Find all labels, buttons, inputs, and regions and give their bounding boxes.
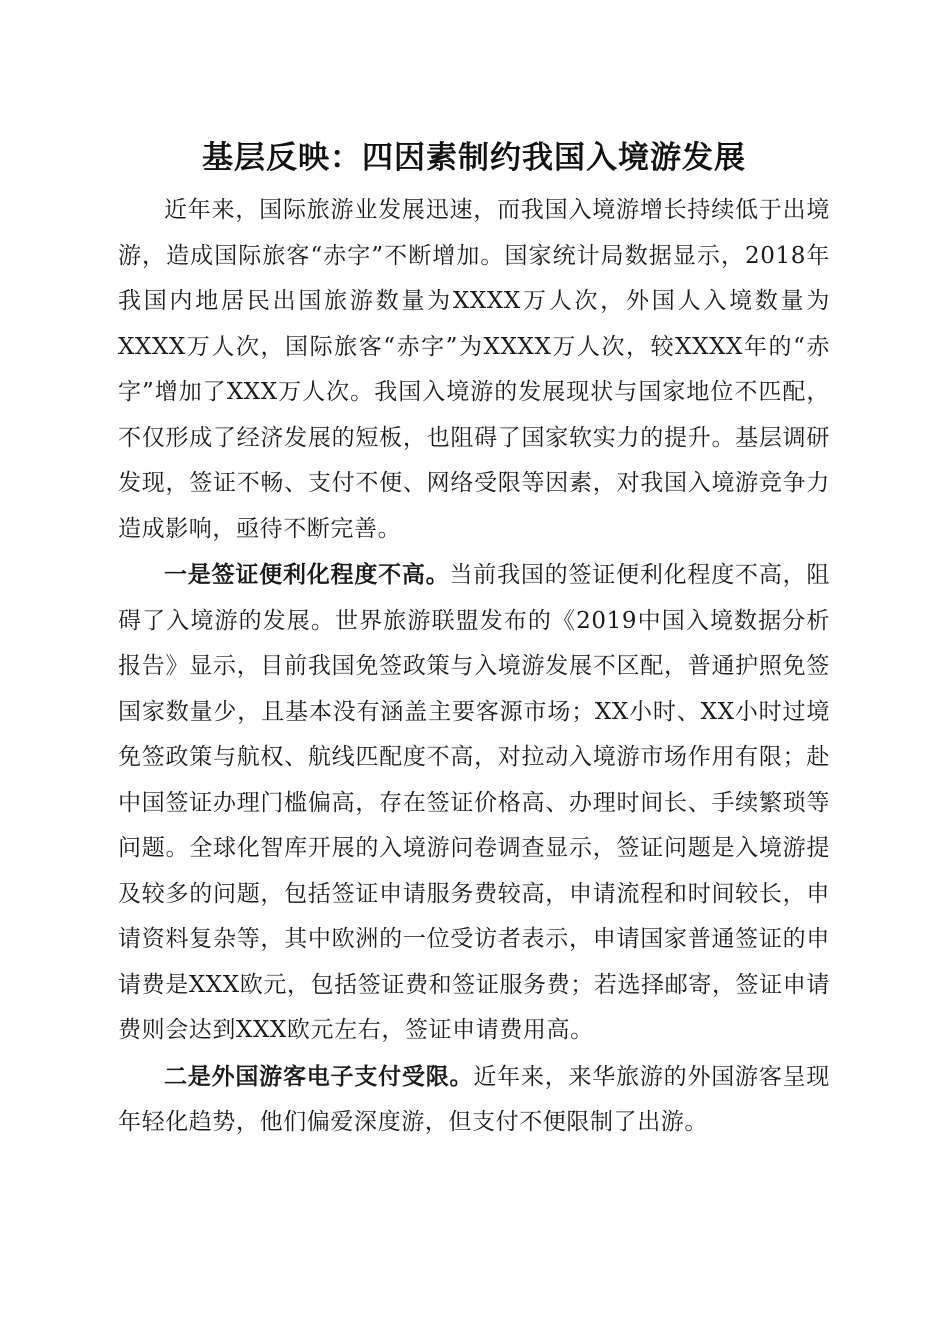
paragraph-intro — [118, 188, 830, 552]
paragraph-visa — [118, 552, 830, 1054]
paragraph-visa-heading: 一是签证便利化程度不高。 — [164, 561, 450, 588]
paragraph-payment-heading: 二是外国游客电子支付受限。 — [164, 1062, 474, 1090]
document-title: 基层反映：四因素制约我国入境游发展 — [202, 140, 746, 176]
paragraph-intro-text: 近年来，国际旅游业发展迅速，而我国入境游增长持续低于出境游，造成国际旅客“赤字”不断增加。国家统计局数据显示，2018年我国内地居民出国旅游数量为XXXX万人次，外国人入境数量为XXXX万人次，国际旅客“赤字”为XXXX万人次，较XXXX年的“赤字”增加了XXX万人次。我国入境游的发展现状与国家地位不匹配，不仅形成了经济发展的短板，也阻碍了国家软实力的提升。基层调研发现，签证不畅、支付不便、网络受限等因素，对我国入境游竞争力造成影响，亟待不断完善。 — [118, 197, 830, 542]
paragraph-payment — [118, 1054, 830, 1146]
paragraph-visa-text: 当前我国的签证便利化程度不高，阻碍了入境游的发展。世界旅游联盟发布的《2019中国入境数据分析报告》显示，目前我国免签政策与入境游发展不区配，普通护照免签国家数量少，且基本没有涵盖主要客源市场；XX小时、XX小时过境免签政策与航权、航线匹配度不高，对拉动入境游市场作用有限；赴中国签证办理门槛偏高，存在签证价格高、办理时间长、手续繁琐等问题。全球化智库开展的入境游问卷调查显示，签证问题是入境游提及较多的问题，包括签证申请服务费较高，申请流程和时间较长，申请资料复杂等，其中欧洲的一位受访者表示，申请国家普通签证的申请费是XXX欧元，包括签证费和签证服务费；若选择邮寄，签证申请费则会达到XXX欧元左右，签证申请费用高。 — [118, 562, 830, 1043]
document-page — [118, 130, 830, 1146]
paragraph-payment-text: 近年来，来华旅游的外国游客呈现年轻化趋势，他们偏爱深度游，但支付不便限制了出游。 — [118, 1063, 831, 1135]
